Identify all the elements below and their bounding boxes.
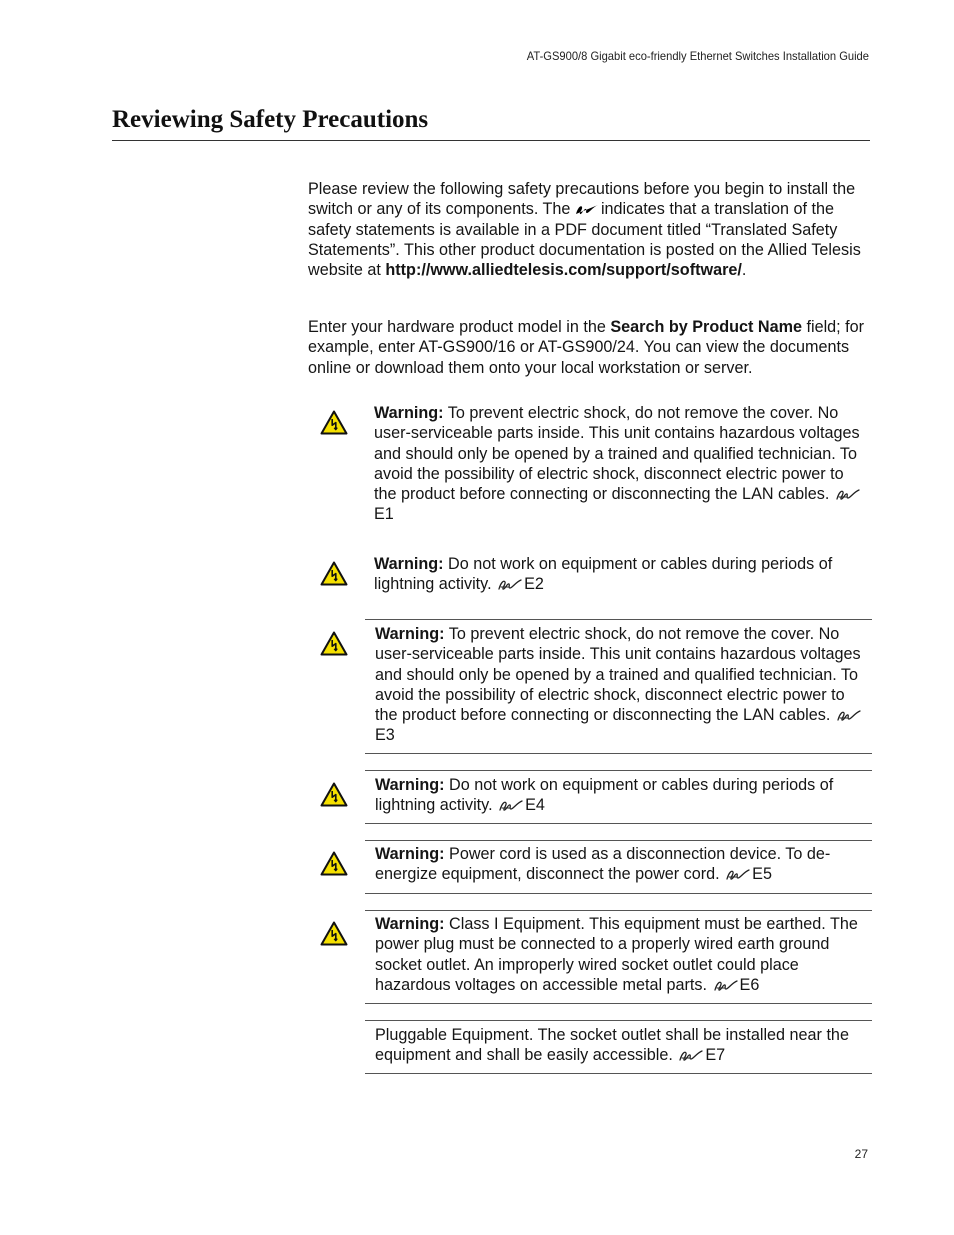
warning-code: E1 <box>374 505 394 524</box>
warning-e5 <box>375 844 869 885</box>
intro-text-continued: indicates that a translation of the safety statements is available in a PDF document titled “Translated Safety Statements”. This other product documentation is posted on the Allied Telesis website at <box>308 200 861 280</box>
warning-text: Power cord is used as a disconnection device. To de-energize equipment, disconnect the power cord. <box>375 845 831 884</box>
note-divider <box>365 1020 872 1021</box>
note-text: Pluggable Equipment. The socket outlet shall be installed near the equipment and shall be easily accessible. <box>375 1026 849 1065</box>
translation-icon <box>836 489 860 501</box>
warning-code: E6 <box>739 975 760 994</box>
warning-divider <box>365 770 872 771</box>
warning-divider <box>365 910 872 911</box>
warning-divider <box>365 1003 872 1004</box>
warning-text: Do not work on equipment or cables during periods of lightning activity. <box>374 555 833 594</box>
page-number: 27 <box>854 1147 868 1161</box>
warning-divider <box>365 619 872 620</box>
note-divider <box>365 1073 872 1074</box>
electrical-hazard-icon <box>320 851 348 876</box>
warning-text: Class I Equipment. This equipment must be earthed. The power plug must be connected to a properly wired earth ground socket outlet. An improperly wired socket outlet could place hazardous voltages on accessible metal parts. <box>375 915 858 994</box>
warning-e1 <box>374 403 868 525</box>
warning-divider <box>365 840 872 841</box>
warning-e2 <box>374 554 868 595</box>
warning-divider <box>365 893 872 894</box>
warning-divider <box>365 823 872 824</box>
note-code: E7 <box>705 1046 726 1065</box>
warning-e3 <box>375 624 869 746</box>
warning-e6 <box>375 914 869 995</box>
intro-text: Please review the following safety precautions before you begin to install the switch or any of its components. The <box>308 180 856 219</box>
translation-icon <box>714 980 738 992</box>
search-field-name: Search by Product Name <box>610 318 802 336</box>
instruction-text: Enter your hardware product model in the <box>308 318 606 336</box>
electrical-hazard-icon <box>320 561 348 586</box>
warning-text: To prevent electric shock, do not remove the cover. No user-serviceable parts inside. This unit contains hazardous voltages and should only be opened by a trained and qualified technician. To avoid the possibility of electric shock, disconnect electric power to the product before connecting or disconnecting the LAN cables. <box>374 404 860 504</box>
translation-icon <box>499 800 523 812</box>
electrical-hazard-icon <box>320 782 348 807</box>
translation-icon <box>837 710 861 722</box>
translation-icon <box>498 579 522 591</box>
page-title: Reviewing Safety Precautions <box>112 106 429 133</box>
warning-e4 <box>375 775 869 816</box>
running-header: AT-GS900/8 Gigabit eco-friendly Ethernet Switches Installation Guide <box>526 49 869 63</box>
warning-divider <box>365 753 872 754</box>
warning-code: E2 <box>524 575 544 594</box>
intro-paragraph <box>308 179 878 280</box>
note-e7 <box>375 1025 869 1066</box>
support-link[interactable]: http://www.alliedtelesis.com/support/software/ <box>385 261 742 280</box>
electrical-hazard-icon <box>320 921 348 946</box>
electrical-hazard-icon <box>320 631 348 656</box>
warning-label: Warning: <box>375 915 445 933</box>
warning-text: To prevent electric shock, do not remove the cover. No user-serviceable parts inside. This unit contains hazardous voltages and should only be opened by a trained and qualified technician. To avoid the possibility of electric shock, disconnect electric power to the product before connecting or disconnecting the LAN cables. <box>375 625 861 725</box>
warning-label: Warning: <box>374 555 444 573</box>
warning-code: E4 <box>525 796 545 815</box>
translation-icon <box>726 869 750 881</box>
instruction-paragraph <box>308 317 878 378</box>
intro-period: . <box>741 261 747 280</box>
instruction-text-continued: field; for example, enter AT-GS900/16 or AT-GS900/24. You can view the documents online or download them onto your local workstation or server. <box>308 318 865 377</box>
warning-code: E5 <box>752 865 772 884</box>
warning-label: Warning: <box>375 776 445 794</box>
warning-text: Do not work on equipment or cables during periods of lightning activity. <box>375 776 834 815</box>
electrical-hazard-icon <box>320 410 348 435</box>
warning-label: Warning: <box>375 845 445 863</box>
warning-label: Warning: <box>374 404 444 422</box>
translation-icon <box>575 204 599 216</box>
warning-label: Warning: <box>375 625 445 643</box>
warning-code: E3 <box>375 726 395 745</box>
title-divider <box>112 140 870 141</box>
translation-icon <box>679 1050 703 1062</box>
